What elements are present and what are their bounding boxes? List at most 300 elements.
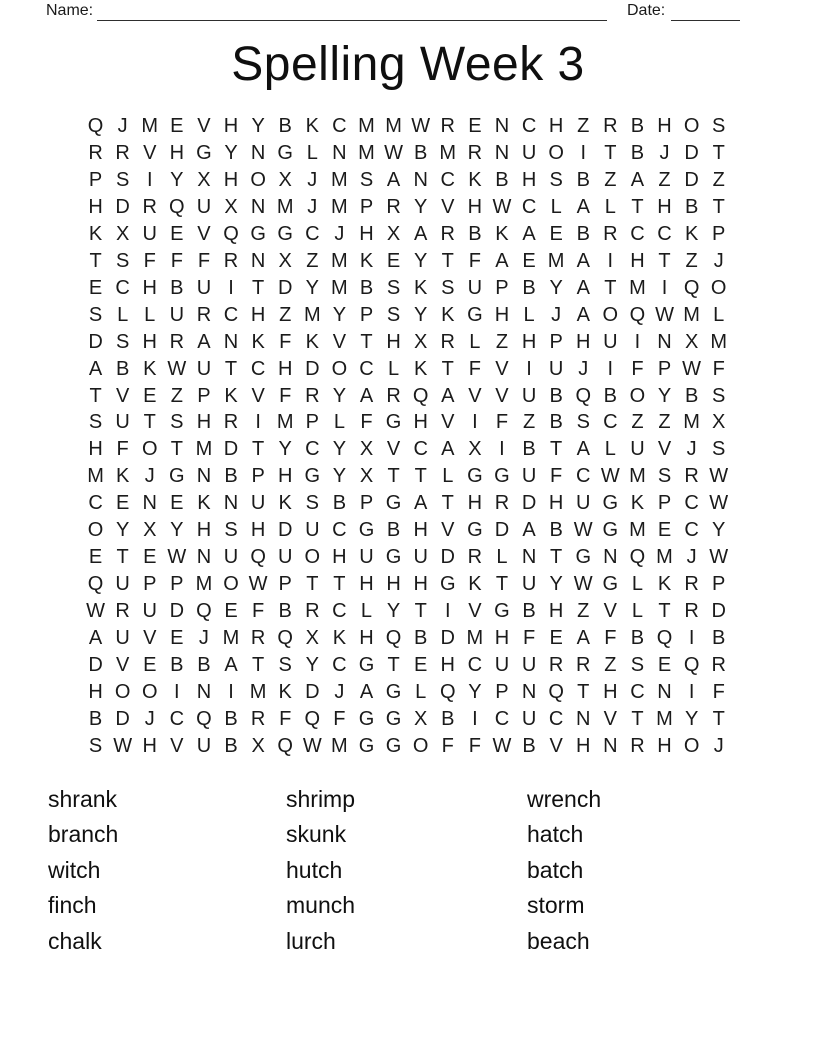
grid-letter: Y — [386, 600, 401, 623]
grid-letter: G — [358, 519, 375, 542]
name-label: Name: — [46, 2, 94, 19]
grid-letter: F — [360, 411, 373, 434]
grid-letter: S — [305, 492, 319, 515]
grid-letter: Q — [385, 627, 402, 650]
grid-letter: A — [576, 303, 590, 326]
grid-letter: C — [467, 654, 483, 677]
grid-letter: T — [604, 276, 617, 299]
grid-letter: G — [304, 465, 321, 488]
grid-letter: K — [115, 465, 130, 488]
grid-letter: I — [688, 627, 695, 650]
grid-letter: M — [331, 195, 348, 218]
grid-letter: B — [684, 195, 699, 218]
grid-letter: U — [196, 734, 212, 757]
grid-letter: C — [684, 519, 699, 542]
grid-letter: Y — [657, 384, 672, 407]
grid-letter: O — [250, 168, 266, 191]
grid-letter: C — [332, 654, 347, 677]
grid-letter: P — [278, 573, 292, 596]
grid-letter: Y — [332, 384, 347, 407]
word-item: munch — [286, 892, 356, 919]
grid-letter: W — [709, 546, 729, 569]
grid-letter: N — [196, 465, 212, 488]
grid-letter: T — [441, 492, 454, 515]
grid-letter: B — [197, 654, 211, 677]
grid-letter: N — [250, 249, 266, 272]
grid-letter: X — [386, 222, 401, 245]
grid-letter: O — [683, 734, 700, 757]
grid-letter: Q — [196, 707, 212, 730]
grid-letter: X — [414, 330, 428, 353]
grid-letter: I — [228, 680, 234, 703]
grid-letter: M — [87, 465, 104, 488]
grid-letter: M — [683, 411, 700, 434]
grid-letter: Q — [87, 114, 104, 137]
grid-letter: Q — [683, 276, 700, 299]
grid-letter: N — [250, 141, 266, 164]
grid-letter: F — [712, 680, 725, 703]
grid-letter: V — [603, 600, 617, 623]
grid-letter: F — [170, 249, 183, 272]
grid-letter: V — [441, 519, 455, 542]
grid-letter: F — [279, 384, 292, 407]
grid-letter: A — [576, 438, 590, 461]
grid-letter: H — [196, 411, 212, 434]
grid-letter: H — [88, 680, 103, 703]
grid-letter: N — [494, 141, 510, 164]
grid-letter: F — [468, 734, 481, 757]
grid-letter: M — [629, 465, 646, 488]
grid-letter: N — [223, 330, 239, 353]
grid-letter: P — [359, 303, 374, 326]
grid-letter: H — [603, 680, 618, 703]
grid-letter: Y — [170, 168, 184, 191]
grid-letter: I — [472, 707, 478, 730]
grid-letter: M — [195, 438, 213, 461]
grid-letter: N — [521, 680, 537, 703]
grid-letter: M — [276, 411, 294, 434]
grid-letter: Y — [305, 654, 319, 677]
grid-letter: H — [332, 546, 347, 569]
grid-letter: D — [305, 357, 320, 380]
grid-letter: B — [522, 438, 536, 461]
grid-letter: J — [334, 222, 345, 245]
grid-letter: U — [115, 627, 130, 650]
grid-letter: M — [710, 330, 728, 353]
grid-letter: F — [333, 707, 346, 730]
grid-letter: F — [252, 600, 265, 623]
grid-letter: T — [252, 438, 265, 461]
grid-letter: G — [602, 573, 619, 596]
grid-letter: S — [170, 411, 184, 434]
grid-letter: P — [170, 573, 184, 596]
grid-letter: U — [603, 330, 618, 353]
grid-letter: E — [468, 114, 482, 137]
grid-letter: T — [360, 330, 373, 353]
grid-letter: S — [657, 465, 672, 488]
grid-letter: K — [251, 330, 265, 353]
grid-letter: O — [114, 680, 131, 703]
grid-letter: U — [413, 546, 428, 569]
grid-letter: U — [494, 654, 510, 677]
grid-letter: I — [472, 411, 478, 434]
grid-letter: I — [499, 438, 505, 461]
grid-letter: H — [169, 141, 185, 164]
grid-letter: G — [385, 707, 402, 730]
grid-letter: B — [522, 600, 536, 623]
grid-letter: U — [548, 357, 564, 380]
grid-letter: V — [143, 627, 157, 650]
grid-letter: X — [278, 168, 292, 191]
grid-letter: R — [250, 707, 266, 730]
grid-letter: R — [142, 195, 157, 218]
grid-letter: Y — [251, 114, 265, 137]
grid-letter: A — [522, 222, 536, 245]
grid-letter: T — [441, 249, 454, 272]
grid-letter: O — [331, 357, 348, 380]
grid-letter: K — [332, 627, 347, 650]
date-label: Date: — [627, 2, 666, 19]
grid-letter: F — [604, 627, 617, 650]
grid-letter: J — [686, 438, 697, 461]
grid-letter: R — [440, 222, 455, 245]
grid-letter: Y — [468, 680, 482, 703]
grid-letter: P — [359, 195, 374, 218]
grid-letter: N — [494, 114, 510, 137]
grid-letter: U — [359, 546, 374, 569]
grid-letter: L — [333, 411, 345, 434]
grid-letter: U — [521, 465, 537, 488]
grid-letter: E — [143, 546, 157, 569]
grid-letter: K — [278, 680, 292, 703]
grid-letter: J — [713, 734, 724, 757]
grid-letter: X — [251, 734, 265, 757]
grid-letter: W — [682, 357, 702, 380]
grid-letter: O — [412, 734, 429, 757]
grid-letter: P — [495, 276, 509, 299]
grid-letter: C — [305, 438, 320, 461]
grid-letter: M — [331, 168, 348, 191]
grid-letter: M — [358, 141, 375, 164]
grid-letter: Q — [629, 303, 646, 326]
grid-letter: U — [115, 411, 130, 434]
grid-letter: T — [658, 600, 671, 623]
grid-letter: Q — [575, 384, 592, 407]
grid-letter: P — [712, 222, 726, 245]
grid-letter: G — [169, 465, 185, 488]
grid-letter: T — [550, 546, 563, 569]
grid-letter: U — [115, 573, 130, 596]
grid-letter: B — [414, 141, 428, 164]
grid-letter: E — [522, 249, 536, 272]
grid-letter: P — [657, 357, 672, 380]
grid-letter: T — [550, 438, 563, 461]
grid-letter: R — [711, 654, 726, 677]
grid-letter: H — [548, 114, 564, 137]
grid-letter: W — [167, 357, 187, 380]
grid-letter: W — [573, 573, 593, 596]
grid-letter: W — [709, 465, 729, 488]
grid-letter: B — [224, 734, 238, 757]
grid-letter: I — [634, 330, 641, 353]
grid-letter: B — [468, 222, 482, 245]
grid-letter: A — [576, 195, 590, 218]
grid-letter: H — [576, 330, 591, 353]
grid-letter: T — [224, 357, 238, 380]
grid-letter: G — [250, 222, 266, 245]
grid-letter: S — [359, 168, 374, 191]
grid-letter: U — [576, 492, 591, 515]
grid-letter: B — [576, 222, 590, 245]
grid-letter: W — [113, 734, 133, 757]
grid-letter: Q — [412, 384, 429, 407]
grid-letter: C — [88, 492, 103, 515]
grid-letter: R — [305, 600, 320, 623]
grid-letter: Y — [414, 249, 428, 272]
grid-letter: K — [414, 357, 428, 380]
grid-letter: M — [439, 141, 457, 164]
grid-letter: M — [656, 546, 673, 569]
grid-letter: G — [467, 519, 483, 542]
grid-letter: A — [576, 276, 590, 299]
grid-letter: U — [521, 573, 537, 596]
grid-letter: H — [386, 573, 401, 596]
grid-letter: O — [223, 573, 239, 596]
grid-letter: M — [222, 627, 240, 650]
grid-letter: D — [277, 276, 293, 299]
grid-letter: B — [630, 141, 645, 164]
grid-letter: T — [252, 654, 265, 677]
grid-letter: H — [277, 465, 293, 488]
grid-letter: G — [385, 492, 402, 515]
grid-letter: V — [441, 195, 455, 218]
grid-letter: L — [415, 680, 427, 703]
grid-letter: J — [144, 465, 155, 488]
grid-letter: P — [305, 411, 319, 434]
grid-letter: M — [331, 276, 348, 299]
grid-letter: L — [469, 330, 481, 353]
grid-letter: R — [467, 141, 483, 164]
grid-letter: C — [603, 411, 618, 434]
grid-letter: T — [306, 573, 319, 596]
grid-letter: L — [496, 546, 508, 569]
grid-letter: K — [197, 492, 211, 515]
grid-letter: K — [88, 222, 103, 245]
grid-letter: J — [334, 680, 345, 703]
grid-letter: J — [198, 627, 209, 650]
word-list-column — [527, 782, 601, 959]
grid-letter: G — [358, 734, 375, 757]
grid-letter: F — [522, 627, 536, 650]
grid-letter: T — [116, 546, 129, 569]
date-fill-line — [671, 20, 740, 21]
grid-letter: A — [522, 519, 536, 542]
grid-letter: X — [305, 627, 319, 650]
grid-letter: B — [576, 168, 590, 191]
grid-letter: U — [521, 654, 537, 677]
grid-letter: S — [712, 114, 726, 137]
word-item: lurch — [286, 927, 336, 954]
grid-letter: U — [169, 303, 185, 326]
grid-letter: B — [170, 276, 184, 299]
grid-letter: I — [688, 680, 695, 703]
grid-letter: E — [170, 627, 184, 650]
grid-letter: N — [603, 546, 618, 569]
grid-letter: H — [521, 168, 537, 191]
grid-letter: Z — [604, 168, 617, 191]
grid-letter: J — [713, 249, 724, 272]
grid-letter: C — [332, 114, 347, 137]
grid-letter: J — [307, 168, 318, 191]
grid-letter: B — [630, 627, 645, 650]
grid-letter: U — [277, 546, 293, 569]
grid-letter: G — [494, 600, 510, 623]
grid-letter: K — [305, 114, 319, 137]
grid-letter: D — [440, 627, 455, 650]
grid-letter: I — [255, 411, 261, 434]
grid-letter: L — [523, 303, 535, 326]
grid-letter: U — [467, 276, 483, 299]
grid-letter: C — [548, 707, 564, 730]
grid-letter: H — [250, 519, 266, 542]
word-item: witch — [48, 856, 101, 883]
grid-letter: F — [631, 357, 644, 380]
grid-letter: B — [224, 707, 238, 730]
grid-letter: D — [711, 600, 726, 623]
word-item: wrench — [527, 786, 602, 812]
grid-letter: D — [521, 492, 537, 515]
grid-letter: M — [683, 303, 700, 326]
grid-letter: T — [631, 707, 644, 730]
grid-letter: J — [307, 195, 318, 218]
grid-letter: M — [303, 303, 321, 326]
word-item: skunk — [286, 821, 347, 848]
grid-letter: X — [197, 168, 211, 191]
grid-letter: R — [88, 141, 103, 164]
grid-letter: Z — [170, 384, 183, 407]
grid-letter: U — [521, 707, 537, 730]
grid-letter: R — [440, 114, 455, 137]
grid-letter: M — [385, 114, 402, 137]
grid-letter: F — [550, 465, 563, 488]
grid-letter: Y — [549, 573, 563, 596]
grid-letter: S — [115, 249, 130, 272]
grid-letter: H — [359, 573, 374, 596]
word-item: branch — [48, 821, 119, 848]
grid-letter: I — [607, 249, 614, 272]
grid-letter: I — [607, 357, 614, 380]
grid-letter: E — [170, 492, 184, 515]
grid-letter: E — [549, 627, 563, 650]
grid-letter: G — [602, 492, 619, 515]
grid-letter: B — [549, 384, 563, 407]
grid-letter: Z — [712, 168, 725, 191]
grid-letter: R — [386, 384, 401, 407]
grid-letter: V — [441, 411, 455, 434]
grid-letter: K — [468, 168, 482, 191]
grid-letter: T — [143, 411, 156, 434]
grid-letter: U — [196, 195, 212, 218]
grid-letter: I — [526, 357, 532, 380]
grid-letter: V — [197, 222, 211, 245]
grid-letter: A — [495, 249, 509, 272]
grid-letter: H — [223, 114, 239, 137]
grid-letter: J — [578, 357, 589, 380]
grid-letter: D — [169, 600, 185, 623]
grid-letter: Q — [196, 600, 212, 623]
word-item: hutch — [286, 856, 343, 883]
grid-letter: R — [250, 627, 266, 650]
grid-letter: Y — [170, 519, 184, 542]
grid-letter: W — [384, 141, 404, 164]
grid-letter: X — [712, 411, 726, 434]
grid-letter: L — [550, 195, 562, 218]
grid-letter: C — [413, 438, 428, 461]
grid-letter: N — [223, 492, 239, 515]
grid-letter: J — [144, 707, 155, 730]
grid-letter: H — [494, 303, 510, 326]
grid-letter: B — [414, 627, 428, 650]
grid-letter: W — [573, 519, 593, 542]
grid-letter: F — [279, 330, 292, 353]
grid-letter: Z — [658, 411, 671, 434]
grid-letter: M — [656, 707, 673, 730]
grid-letter: H — [142, 276, 157, 299]
grid-letter: E — [88, 546, 103, 569]
grid-letter: Z — [604, 654, 617, 677]
grid-letter: B — [88, 707, 103, 730]
grid-letter: A — [576, 249, 590, 272]
grid-letter: B — [332, 492, 347, 515]
grid-letter: R — [386, 195, 401, 218]
grid-letter: D — [88, 654, 103, 677]
grid-letter: M — [141, 114, 159, 137]
grid-letter: W — [600, 465, 620, 488]
grid-letter: X — [224, 195, 238, 218]
grid-letter: A — [441, 438, 455, 461]
grid-letter: L — [631, 573, 643, 596]
grid-letter: W — [167, 546, 187, 569]
grid-letter: G — [385, 411, 402, 434]
grid-letter: F — [495, 411, 509, 434]
grid-letter: V — [115, 384, 130, 407]
grid-letter: R — [603, 114, 618, 137]
grid-letter: T — [414, 600, 427, 623]
grid-letter: V — [657, 438, 672, 461]
word-item: storm — [527, 892, 585, 919]
grid-letter: C — [657, 222, 672, 245]
grid-letter: F — [468, 357, 481, 380]
grid-letter: S — [630, 654, 645, 677]
grid-letter: E — [657, 519, 672, 542]
grid-letter: H — [413, 573, 428, 596]
grid-letter: B — [522, 276, 536, 299]
grid-letter: X — [278, 249, 292, 272]
grid-letter: H — [196, 519, 212, 542]
grid-letter: O — [304, 546, 321, 569]
grid-letter: X — [359, 465, 374, 488]
grid-letter: V — [549, 734, 563, 757]
grid-letter: Q — [629, 546, 646, 569]
grid-letter: A — [414, 492, 428, 515]
grid-letter: S — [224, 519, 238, 542]
grid-letter: R — [630, 734, 645, 757]
grid-letter: K — [657, 573, 672, 596]
grid-letter: T — [712, 707, 725, 730]
grid-letter: B — [359, 276, 374, 299]
grid-letter: T — [495, 573, 509, 596]
grid-letter: L — [306, 141, 318, 164]
